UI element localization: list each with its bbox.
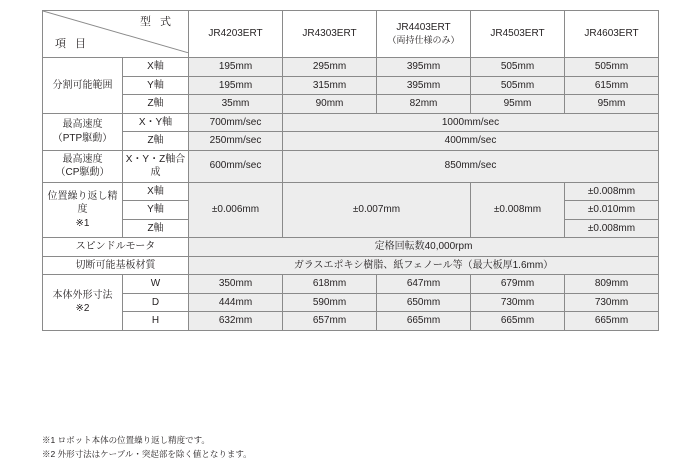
table-row (43, 132, 659, 151)
cell: 665mm (377, 312, 471, 331)
cell: 618mm (283, 275, 377, 294)
cell: 665mm (471, 312, 565, 331)
axis-label: X・Y・Z軸合成 (123, 150, 189, 182)
header-item-label: 項 目 (55, 38, 90, 51)
header-corner-cell (43, 11, 189, 58)
table-row (43, 58, 659, 77)
model-header-1: JR4203ERT (189, 11, 283, 58)
section-label-max-speed-cp: 最高速度 （CP駆動） (43, 150, 123, 182)
header-type-label: 型 式 (139, 16, 174, 28)
cell: ±0.008mm (565, 182, 659, 201)
cell: 395mm (377, 58, 471, 77)
table-row (43, 312, 659, 331)
cell: ±0.007mm (283, 182, 471, 238)
spec-table-container (42, 10, 658, 331)
axis-label: W (123, 275, 189, 294)
model-header-5: JR4603ERT (565, 11, 659, 58)
cell: 505mm (471, 76, 565, 95)
cell: 665mm (565, 312, 659, 331)
cell: 679mm (471, 275, 565, 294)
cell: 250mm/sec (189, 132, 283, 151)
cell: 730mm (471, 293, 565, 312)
section-label-max-speed-ptp: 最高速度 （PTP駆動） (43, 113, 123, 150)
cell: ±0.008mm (565, 219, 659, 238)
row-label-board-material: 切断可能基板材質 (43, 256, 189, 275)
model-header-4: JR4503ERT (471, 11, 565, 58)
cell: 95mm (471, 95, 565, 114)
cell: 850mm/sec (283, 150, 659, 182)
section-label-dimensions: 本体外形寸法 ※2 (43, 275, 123, 331)
footnote-1: ※1 ロボット本体の位置繰り返し精度です。 (42, 435, 210, 445)
cell: ガラスエポキシ樹脂、紙フェノール等（最大板厚1.6mm） (189, 256, 659, 275)
table-row (43, 182, 659, 201)
axis-label: X軸 (123, 58, 189, 77)
axis-label: D (123, 293, 189, 312)
section-label-split-range: 分割可能範囲 (43, 58, 123, 114)
table-row (43, 293, 659, 312)
cell: 809mm (565, 275, 659, 294)
cell: 295mm (283, 58, 377, 77)
axis-label: X・Y軸 (123, 113, 189, 132)
cell: 505mm (471, 58, 565, 77)
table-row (43, 275, 659, 294)
table-header-row (43, 11, 659, 58)
table-row (43, 95, 659, 114)
axis-label: Y軸 (123, 201, 189, 220)
cell: 95mm (565, 95, 659, 114)
cell: 647mm (377, 275, 471, 294)
cell: 615mm (565, 76, 659, 95)
cell: 定格回転数40,000rpm (189, 238, 659, 257)
cell: 350mm (189, 275, 283, 294)
table-row (43, 238, 659, 257)
cell: 600mm/sec (189, 150, 283, 182)
cell: ±0.008mm (471, 182, 565, 238)
cell: 1000mm/sec (283, 113, 659, 132)
cell: ±0.006mm (189, 182, 283, 238)
axis-label: Y軸 (123, 76, 189, 95)
cell: 657mm (283, 312, 377, 331)
table-row (43, 76, 659, 95)
cell: 650mm (377, 293, 471, 312)
cell: 395mm (377, 76, 471, 95)
row-label-spindle-motor: スピンドルモータ (43, 238, 189, 257)
axis-label: H (123, 312, 189, 331)
table-row (43, 150, 659, 182)
cell: 90mm (283, 95, 377, 114)
cell: ±0.010mm (565, 201, 659, 220)
axis-label: X軸 (123, 182, 189, 201)
table-row (43, 113, 659, 132)
cell: 632mm (189, 312, 283, 331)
cell: 590mm (283, 293, 377, 312)
cell: 35mm (189, 95, 283, 114)
cell: 730mm (565, 293, 659, 312)
footnote-2: ※2 外形寸法はケーブル・突起部を除く値となります。 (42, 449, 252, 460)
axis-label: Z軸 (123, 95, 189, 114)
cell: 444mm (189, 293, 283, 312)
model-header-3: JR4403ERT （両持仕様のみ） (377, 11, 471, 58)
table-row (43, 256, 659, 275)
footnotes (42, 433, 252, 461)
cell: 195mm (189, 58, 283, 77)
axis-label: Z軸 (123, 219, 189, 238)
cell: 82mm (377, 95, 471, 114)
model-header-2: JR4303ERT (283, 11, 377, 58)
cell: 700mm/sec (189, 113, 283, 132)
cell: 195mm (189, 76, 283, 95)
cell: 315mm (283, 76, 377, 95)
axis-label: Z軸 (123, 132, 189, 151)
specification-table (42, 10, 659, 331)
section-label-repeatability: 位置繰り返し精度 ※1 (43, 182, 123, 238)
cell: 505mm (565, 58, 659, 77)
cell: 400mm/sec (283, 132, 659, 151)
